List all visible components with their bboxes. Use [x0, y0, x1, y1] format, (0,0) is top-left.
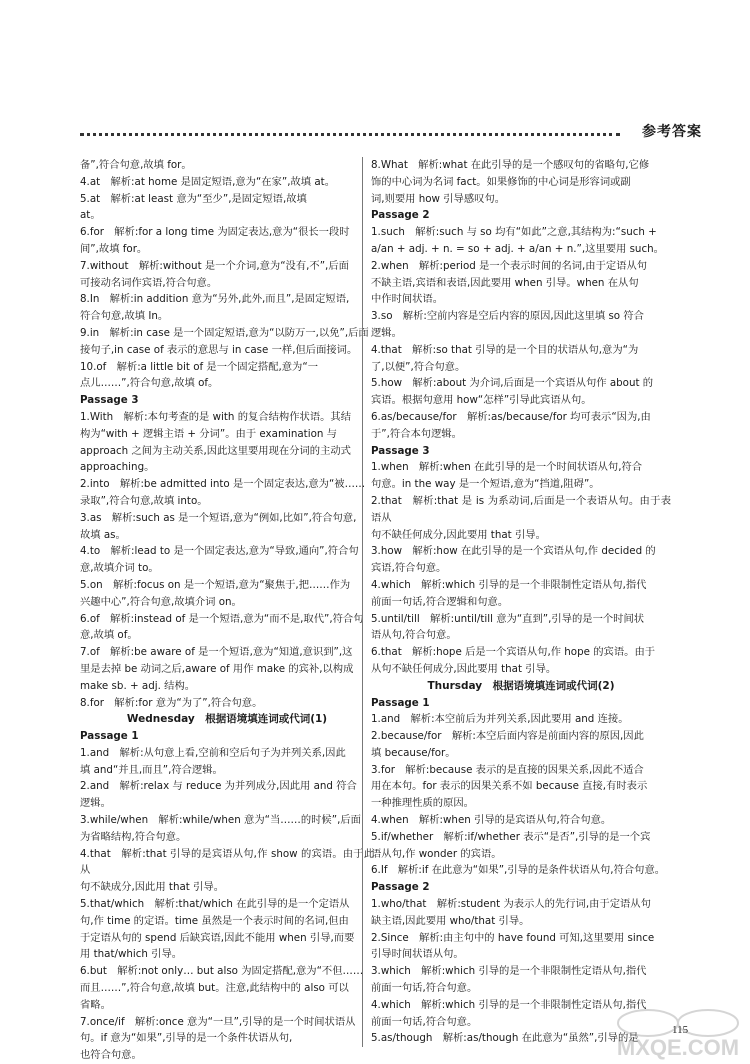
- answer-line: 3.how 解析:how 在此引导的是一个宾语从句,作 decided 的: [371, 545, 656, 558]
- answer-line: 句不缺任何成分,因此要用 that 引导。: [371, 528, 546, 541]
- passage-heading: Passage 1: [371, 696, 430, 709]
- answer-line: 3.while/when 解析:while/when 意为“当……的时候”,后面: [80, 814, 361, 827]
- answer-line: 10.of 解析:a little bit of 是一个固定搭配,意为“一: [80, 360, 318, 373]
- answer-line: 间”,故填 for。: [80, 242, 148, 255]
- answer-line: 句,作 time 的定语。time 虽然是一个表示时间的名词,但由: [80, 914, 349, 927]
- answer-line: 于定语从句的 spend 后缺宾语,因此不能用 when 引导,而要: [80, 931, 355, 944]
- answer-line: 2.Since 解析:由主句中的 have found 可知,这里要用 since: [371, 931, 655, 944]
- header-dotted-rule: [80, 133, 620, 136]
- answer-line: 逻辑。: [371, 326, 402, 339]
- answer-line: 3.so 解析:空前内容是空后内容的原因,因此这里填 so 符合: [371, 310, 644, 323]
- answer-line: make sb. + adj. 结构。: [80, 679, 196, 692]
- section-heading: Wednesday 根据语境填连词或代词(1): [126, 713, 328, 726]
- answer-line: 6.If 解析:if 在此意为“如果”,引导的是条件状语从句,符合句意。: [371, 864, 666, 877]
- answer-line: 意,故填介词 to。: [80, 562, 159, 575]
- passage-heading: Passage 3: [371, 444, 430, 457]
- answer-line: 1.who/that 解析:student 为表示人的先行词,由于定语从句: [371, 898, 651, 911]
- watermark-text: MXQE.COM: [616, 1035, 740, 1060]
- answer-line: 接句子,in case of 表示的意思与 in case 一样,但后面接词。: [80, 343, 358, 356]
- answer-line: 6.for 解析:for a long time 为固定表达,意为“很长一段时: [80, 226, 350, 239]
- answer-line: 4.at 解析:at home 是固定短语,意为“在家”,故填 at。: [80, 175, 336, 188]
- answer-line: 8.What 解析:what 在此引导的是一个感叹句的省略句,它修: [371, 159, 650, 171]
- passage-heading: Passage 2: [371, 881, 430, 894]
- answer-line: 4.which 解析:which 引导的是一个非限制性定语从句,指代: [371, 578, 647, 591]
- answer-line: 意,故填 of。: [80, 629, 138, 642]
- answer-line: 前面一句话,符合逻辑和句意。: [371, 595, 509, 608]
- answer-line: 语从句,作 wonder 的宾语。: [371, 847, 502, 860]
- passage-heading: Passage 3: [80, 394, 139, 407]
- answer-line: approaching。: [80, 461, 155, 474]
- answer-line: 5.at 解析:at least 意为“至少”,是固定短语,故填: [80, 192, 307, 205]
- answer-line: 词,则要用 how 引导感叹句。: [371, 192, 506, 205]
- answer-line: 前面一句话,符合句意。: [371, 1015, 478, 1028]
- answer-line: 4.that 解析:that 引导的是宾语从句,作 show 的宾语。由于此从: [80, 847, 374, 877]
- answer-line: 也符合句意。: [80, 1049, 142, 1062]
- answer-line: 填 because/for。: [371, 746, 456, 759]
- answer-line: 6.but 解析:not only… but also 为固定搭配,意为“不但……: [80, 965, 364, 978]
- answer-line: 构为“with + 逻辑主语 + 分词”。由于 examination 与: [80, 427, 337, 440]
- answer-line: 用 that/which 引导。: [80, 948, 183, 961]
- answer-line: 中作时间状语。: [371, 293, 444, 306]
- answer-line: 5.on 解析:focus on 是一个短语,意为“聚焦于,把……作为: [80, 578, 351, 591]
- answer-line: 填 and“并且,而且”,符合逻辑。: [80, 763, 223, 776]
- answer-line: 一种推理性质的原因。: [371, 797, 474, 810]
- answer-line: 句意。in the way 是一个短语,意为“挡道,阻碍”。: [371, 478, 600, 491]
- answer-line: 6.of 解析:instead of 是一个短语,意为“而不是,取代”,符合句: [80, 612, 364, 625]
- answer-line: 8.for 解析:for 意为“为了”,符合句意。: [80, 696, 263, 709]
- answer-line: 1.and 解析:本空前后为并列关系,因此要用 and 连接。: [371, 713, 629, 726]
- answer-line: 2.when 解析:period 是一个表示时间的名词,由于定语从句: [371, 259, 648, 272]
- answer-line: 于”,符合本句逻辑。: [371, 427, 462, 440]
- answer-line: a/an + adj. + n. = so + adj. + a/an + n.”,这里要用 such。: [371, 242, 664, 255]
- left-column: [80, 157, 374, 1064]
- answer-line: 点儿……”,符合句意,故填 of。: [80, 377, 219, 390]
- watermark-logo: [608, 1005, 748, 1061]
- answer-line: 1.when 解析:when 在此引导的是一个时间状语从句,符合: [371, 461, 643, 474]
- answer-line: 4.which 解析:which 引导的是一个非限制性定语从句,指代: [371, 998, 647, 1011]
- answer-line: 5.how 解析:about 为介词,后面是一个宾语从句作 about 的: [371, 377, 654, 390]
- answer-line: 2.that 解析:that 是 is 为系动词,后面是一个表语从句。由于表语从: [371, 494, 671, 524]
- answer-line: 饰的中心词为名词 fact。如果修饰的中心词是形容词或副: [371, 175, 631, 188]
- passage-heading: Passage 1: [80, 730, 139, 743]
- answer-line: 7.once/if 解析:once 意为“一旦”,引导的是一个时间状语从: [80, 1015, 356, 1028]
- answer-line: 句。if 意为“如果”,引导的是一个条件状语从句,: [80, 1032, 293, 1045]
- answer-line: 7.of 解析:be aware of 是一个短语,意为“知道,意识到”,这: [80, 646, 353, 659]
- answer-line: 句不缺成分,因此用 that 引导。: [80, 881, 224, 894]
- passage-heading: Passage 2: [371, 209, 430, 222]
- answer-line: 为省略结构,符合句意。: [80, 830, 187, 843]
- answer-line: 逻辑。: [80, 797, 111, 810]
- answer-line: 故填 as。: [80, 528, 126, 541]
- answer-line: 2.and 解析:relax 与 reduce 为并列成分,因此用 and 符合: [80, 780, 357, 793]
- answer-line: 前面一句话,符合句意。: [371, 982, 478, 995]
- answer-line: 7.without 解析:without 是一个介词,意为“没有,不”,后面: [80, 259, 349, 272]
- answer-line: 1.such 解析:such 与 so 均有“如此”之意,其结构为:“such +: [371, 226, 657, 239]
- answer-line: 5.until/till 解析:until/till 意为“直到”,引导的是一个时间状: [371, 612, 645, 625]
- answer-line: approach 之间为主动关系,因此这里要用现在分词的主动式: [80, 444, 351, 457]
- answer-line: 了,以便”,符合句意。: [371, 360, 466, 373]
- answer-line: 从句不缺任何成分,因此要用 that 引导。: [371, 662, 557, 675]
- answer-line: 3.which 解析:which 引导的是一个非限制性定语从句,指代: [371, 965, 647, 978]
- answer-line: 4.when 解析:when 引导的是宾语从句,符合句意。: [371, 814, 612, 827]
- answer-line: 兴趣中心”,符合句意,故填介词 on。: [80, 595, 242, 608]
- answer-line: 省略。: [80, 998, 111, 1011]
- section-heading: Thursday 根据语境填连词或代词(2): [427, 679, 615, 692]
- answer-line: 语从句,符合句意。: [371, 629, 457, 642]
- answer-line: 引导时间状语从句。: [371, 948, 464, 961]
- answer-line: 录取”,符合句意,故填 into。: [80, 494, 208, 507]
- answer-line: 宾语。根据句意用 how“怎样”引导此宾语从句。: [371, 394, 592, 407]
- answer-line: 5.that/which 解析:that/which 在此引导的是一个定语从: [80, 898, 350, 911]
- page-title: 参考答案: [642, 124, 702, 140]
- answer-line: 9.in 解析:in case 是一个固定短语,意为“以防万一,以免”,后面: [80, 326, 369, 339]
- answer-line: 可接动名词作宾语,符合句意。: [80, 276, 218, 289]
- answer-line: 3.for 解析:because 表示的是直接的因果关系,因此不适合: [371, 763, 644, 776]
- answer-line: 用在本句。for 表示的因果关系不如 because 直接,有时表示: [371, 780, 648, 793]
- answer-line: 8.In 解析:in addition 意为“另外,此外,而且”,是固定短语,: [80, 293, 350, 306]
- answer-line: 3.as 解析:such as 是一个短语,意为“例如,比如”,符合句意,: [80, 511, 357, 524]
- column-separator: [362, 157, 363, 1047]
- answer-line: 里是去掉 be 动词之后,aware of 用作 make 的宾补,以构成: [80, 662, 354, 675]
- answer-line: 1.With 解析:本句考查的是 with 的复合结构作状语。其结: [80, 410, 352, 423]
- answer-line: 6.that 解析:hope 后是一个宾语从句,作 hope 的宾语。由于: [371, 646, 656, 659]
- answer-line: 不缺主语,宾语和表语,因此要用 when 引导。when 在从句: [371, 276, 639, 289]
- answer-line: at。: [80, 209, 101, 222]
- answer-line: 4.to 解析:lead to 是一个固定表达,意为“导致,通向”,符合句: [80, 545, 359, 558]
- answer-line: 而且……”,符合句意,故填 but。注意,此结构中的 also 可以: [80, 982, 349, 995]
- right-column: [371, 157, 671, 1047]
- answer-line: 1.and 解析:从句意上看,空前和空后句子为并列关系,因此: [80, 746, 346, 759]
- answer-line: 2.because/for 解析:本空后面内容是前面内容的原因,因此: [371, 730, 644, 743]
- answer-line: 2.into 解析:be admitted into 是一个固定表达,意为“被……: [80, 478, 366, 491]
- answer-line: 5.if/whether 解析:if/whether 表示“是否”,引导的是一个宾: [371, 830, 651, 843]
- answer-line: 宾语,符合句意。: [371, 562, 447, 575]
- answer-line: 符合句意,故填 In。: [80, 310, 169, 323]
- answer-line: 5.as/though 解析:as/though 在此意为“虽然”,引导的是: [371, 1032, 639, 1045]
- page-number: 115: [672, 1024, 689, 1036]
- answer-line: 缺主语,因此要用 who/that 引导。: [371, 914, 530, 927]
- answer-line: 6.as/because/for 解析:as/because/for 均可表示“因为,由: [371, 410, 651, 423]
- answer-line: 4.that 解析:so that 引导的是一个目的状语从句,意为“为: [371, 343, 639, 356]
- answer-line: 备”,符合句意,故填 for。: [80, 159, 192, 171]
